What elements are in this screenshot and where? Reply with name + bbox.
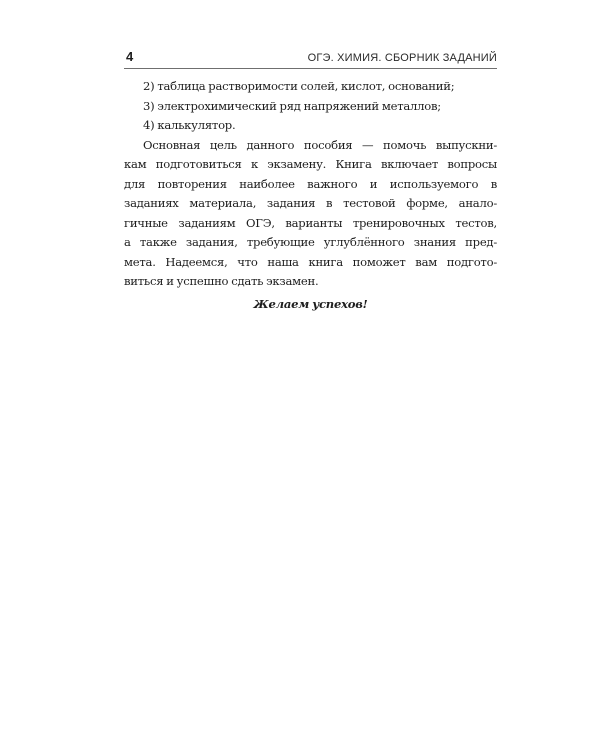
paragraph-line: кам подготовиться к экзамену. Книга включает вопросы: [124, 157, 497, 171]
running-header: [124, 48, 497, 69]
paragraph-line: гичные заданиям ОГЭ, варианты тренировочных тестов,: [124, 215, 497, 230]
paragraph-line: Основная цель данного пособия — помочь выпускни-: [143, 137, 497, 152]
closing-wish: Желаем успехов!: [253, 296, 368, 311]
paragraph-line: для повторения наиболее важного и используемого в: [124, 176, 497, 191]
paragraph-line: мета. Надеемся, что наша книга поможет вам подгото-: [124, 254, 497, 269]
list-item: 2) таблица растворимости солей, кислот, оснований;: [143, 79, 455, 93]
paragraph-line: виться и успешно сдать экзамен.: [124, 274, 319, 288]
list-item: 4) калькулятор.: [143, 118, 236, 132]
list-item: 3) электрохимический ряд напряжений металлов;: [143, 98, 441, 113]
running-title: ОГЭ. ХИМИЯ. СБОРНИК ЗАДАНИЙ: [307, 52, 497, 64]
page-body: [124, 77, 497, 314]
main-paragraph: [124, 136, 497, 292]
paragraph-line: заданиях материала, задания в тестовой форме, анало-: [124, 196, 497, 210]
paragraph-line: а также задания, требующие углублённого знания пред-: [124, 235, 497, 249]
page-number: 4: [126, 49, 134, 64]
